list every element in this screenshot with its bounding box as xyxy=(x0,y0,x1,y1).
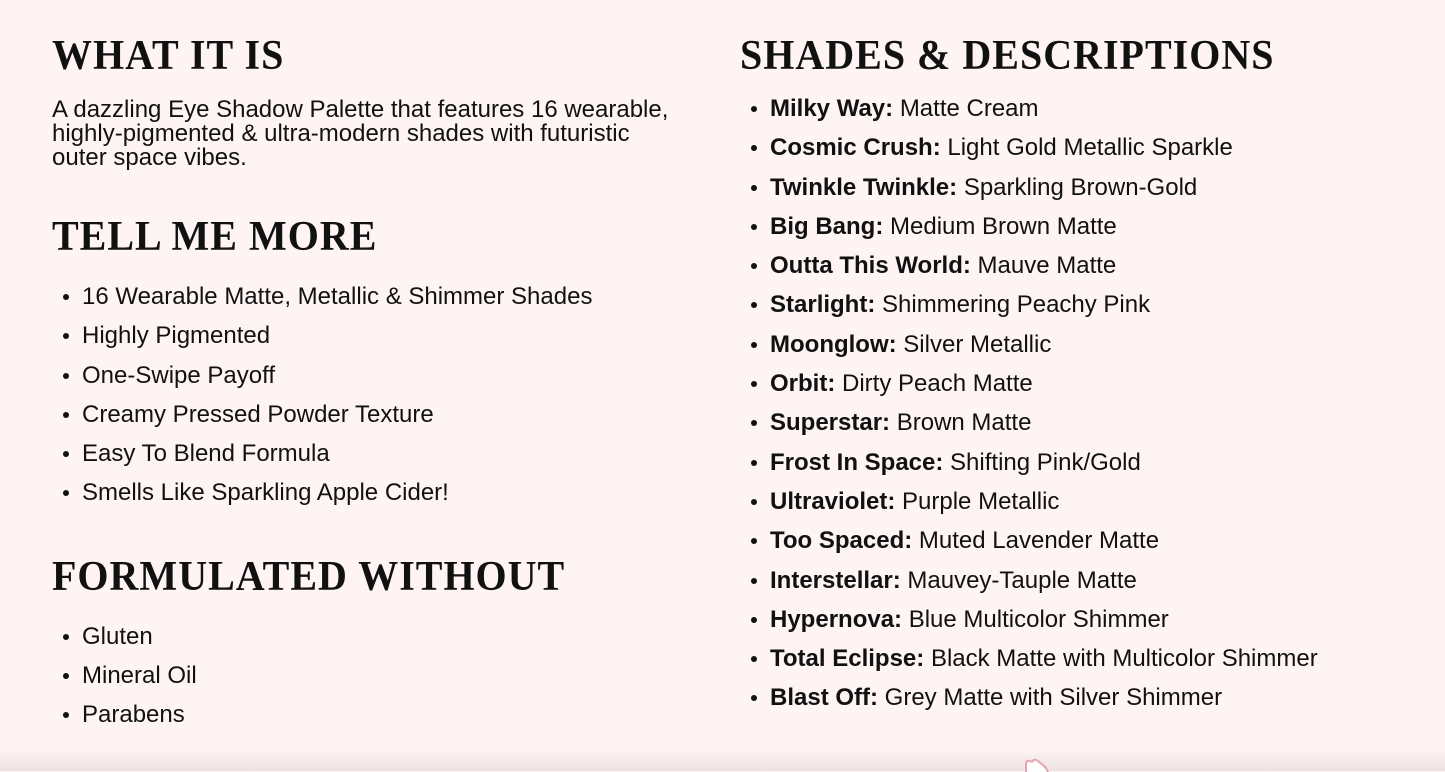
shade-description: Shifting Pink/Gold xyxy=(950,448,1141,476)
shade-item xyxy=(770,364,1420,403)
shade-item xyxy=(770,482,1420,521)
list-item: Parabens xyxy=(82,695,692,734)
formulated-without-heading: FORMULATED WITHOUT xyxy=(52,551,566,600)
shade-item xyxy=(770,89,1420,128)
shade-item xyxy=(770,521,1420,560)
shade-description: Brown Matte xyxy=(896,409,1032,437)
shade-item xyxy=(770,443,1420,482)
shade-description: Dirty Peach Matte xyxy=(842,370,1033,398)
shade-description: Grey Matte with Silver Shimmer xyxy=(884,684,1223,712)
shades-heading: SHADES & DESCRIPTIONS xyxy=(740,31,1275,79)
shade-name: Interstellar: xyxy=(770,566,901,594)
shade-item xyxy=(770,561,1420,600)
bottom-edge-shadow xyxy=(0,749,1445,771)
shade-name: Ultraviolet: xyxy=(770,487,896,515)
shade-description: Shimmering Peachy Pink xyxy=(882,291,1151,319)
shades-list xyxy=(740,89,1420,718)
formulated-without-list xyxy=(52,617,692,735)
shade-item xyxy=(770,285,1420,324)
hand-cursor-icon xyxy=(1022,758,1050,772)
list-item: Smells Like Sparkling Apple Cider! xyxy=(82,473,692,512)
shade-name: Orbit: xyxy=(770,370,836,398)
list-item: Easy To Blend Formula xyxy=(82,434,692,473)
shade-description: Matte Cream xyxy=(899,95,1039,122)
shade-description: Blue Multicolor Shimmer xyxy=(908,605,1169,633)
shade-name: Outta This World: xyxy=(770,252,971,280)
right-column xyxy=(740,30,1420,718)
shade-item xyxy=(770,403,1420,442)
shade-item xyxy=(770,168,1420,207)
shade-name: Cosmic Crush: xyxy=(770,134,941,162)
tell-me-more-heading: TELL ME MORE xyxy=(52,212,378,260)
shade-description: Light Gold Metallic Sparkle xyxy=(947,134,1233,162)
shade-name: Hypernova: xyxy=(770,605,903,633)
left-column xyxy=(52,30,692,735)
shade-name: Too Spaced: xyxy=(770,527,913,555)
shade-name: Big Bang: xyxy=(770,212,884,240)
shade-description: Muted Lavender Matte xyxy=(918,527,1160,555)
shade-item xyxy=(770,600,1420,639)
shades-section xyxy=(740,30,1420,718)
shade-description: Black Matte with Multicolor Shimmer xyxy=(930,645,1318,673)
shade-name: Total Eclipse: xyxy=(770,645,925,673)
tell-me-more-section xyxy=(52,211,692,513)
formulated-without-section xyxy=(52,551,692,735)
list-item: Gluten xyxy=(82,617,692,656)
shade-description: Sparkling Brown-Gold xyxy=(963,173,1198,201)
shade-description: Silver Metallic xyxy=(903,330,1052,358)
shade-item xyxy=(770,207,1420,246)
shade-description: Mauvey-Tauple Matte xyxy=(907,566,1137,594)
tell-me-more-list xyxy=(52,277,692,513)
list-item: Creamy Pressed Powder Texture xyxy=(82,395,692,434)
shade-item xyxy=(770,678,1420,717)
shade-name: Twinkle Twinkle: xyxy=(770,173,958,201)
what-it-is-description: A dazzling Eye Shadow Palette that features 16 wearable, highly-pigmented & ultra-modern shades with futuristic outer space vibes. xyxy=(52,96,669,171)
shade-description: Purple Metallic xyxy=(902,487,1060,515)
list-item: One-Swipe Payoff xyxy=(82,356,692,395)
shade-name: Superstar: xyxy=(770,409,891,437)
shade-item xyxy=(770,128,1420,167)
shade-name: Milky Way: xyxy=(770,95,894,122)
shade-name: Blast Off: xyxy=(770,684,878,712)
shade-description: Medium Brown Matte xyxy=(890,212,1117,240)
shade-item xyxy=(770,639,1420,678)
shade-name: Frost In Space: xyxy=(770,448,944,476)
list-item: Highly Pigmented xyxy=(82,316,692,355)
shade-name: Starlight: xyxy=(770,291,876,319)
list-item: Mineral Oil xyxy=(82,656,692,695)
shade-item xyxy=(770,246,1420,285)
shade-name: Moonglow: xyxy=(770,330,897,358)
what-it-is-heading: WHAT IT IS xyxy=(52,31,285,79)
list-item: 16 Wearable Matte, Metallic & Shimmer Shades xyxy=(82,277,692,316)
what-it-is-section xyxy=(52,30,692,170)
shade-description: Mauve Matte xyxy=(977,252,1117,280)
shade-item xyxy=(770,325,1420,364)
